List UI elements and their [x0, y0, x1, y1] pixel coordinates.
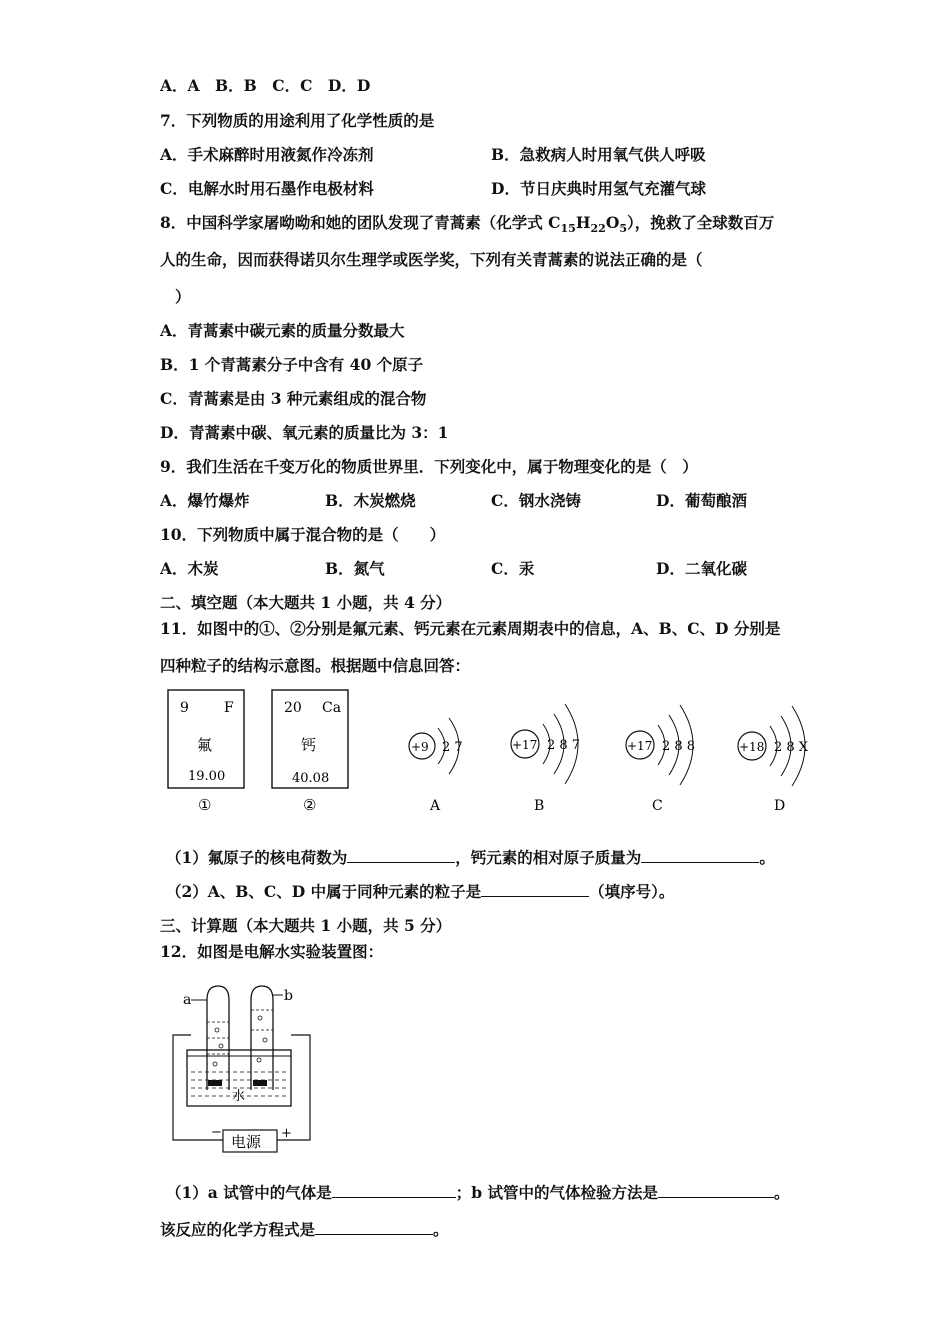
atom-diagram-a: [409, 718, 463, 814]
answer-blank-gas-b-test[interactable]: [658, 1183, 774, 1198]
card2-number: 20: [284, 700, 302, 716]
atom-c-nucleus: +17: [627, 739, 653, 753]
atom-b-label: B: [534, 798, 545, 814]
q11-stem-line2: 四种粒子的结构示意图。根据题中信息回答：: [160, 656, 471, 675]
q10-option-c: C．汞: [491, 559, 535, 578]
q8-option-a: A．青蒿素中碳元素的质量分数最大: [160, 321, 405, 340]
formula-sub-22: 22: [590, 222, 606, 236]
card2-name: 钙: [301, 736, 317, 754]
card1-label: ①: [198, 796, 212, 814]
q10-stem: 10．下列物质中属于混合物的是（ ）: [160, 525, 446, 544]
element-card-calcium: [272, 690, 348, 814]
section-3-heading: 三、计算题（本大题共 1 小题，共 5 分）: [160, 916, 452, 935]
q12-part2-text-b: 。: [433, 1220, 449, 1239]
answer-blank-same-element[interactable]: [481, 882, 589, 897]
q8-stem-part2: ），挽救了全球数百万: [626, 213, 775, 232]
formula-sub-5: 5: [619, 222, 627, 236]
q9-option-d: D．葡萄酿酒: [656, 491, 747, 510]
atom-c-electrons: 2 8 8: [662, 739, 696, 754]
q10-option-d: D．二氧化碳: [656, 559, 747, 578]
water-label: 水: [232, 1089, 246, 1104]
q8-option-d: D．青蒿素中碳、氧元素的质量比为 3：1: [160, 423, 449, 442]
q9-option-c: C．钢水浇铸: [491, 491, 581, 510]
formula-o: O: [605, 213, 620, 232]
answer-blank-fluorine-charge[interactable]: [347, 848, 455, 863]
atom-b-nucleus: +17: [512, 738, 538, 752]
card1-symbol: F: [224, 700, 234, 716]
formula-h: H: [575, 213, 591, 232]
q11-stem-line1: 11．如图中的①、②分别是氟元素、钙元素在元素周期表中的信息，A、B、C、D 分别是: [160, 619, 781, 638]
q8-stem: [160, 213, 774, 239]
q11-part1-text-b: ，钙元素的相对原子质量为: [455, 848, 642, 867]
tube-b-label: b: [284, 988, 293, 1004]
formula-sub-15: 15: [560, 222, 576, 236]
q8-stem-part1: 8．中国科学家屠呦呦和她的团队发现了青蒿素（化学式 C: [160, 213, 561, 232]
q11-part2-text-a: （2）A、B、C、D 中属于同种元素的粒子是: [166, 882, 482, 901]
atom-d-label: D: [774, 798, 786, 814]
tube-a-label: a: [183, 992, 192, 1008]
q12-part1-text-a: （1）a 试管中的气体是: [166, 1183, 332, 1202]
q9-stem: 9．我们生活在千变万化的物质世界里．下列变化中，属于物理变化的是（ ）: [160, 457, 698, 476]
q6-options: A．A B．B C．C D．D: [160, 76, 371, 95]
q8-option-b: B．1 个青蒿素分子中含有 40 个原子: [160, 355, 424, 374]
q7-option-a: A．手术麻醉时用液氮作冷冻剂: [160, 145, 374, 164]
element-card-fluorine: [168, 690, 244, 814]
q11-part1-text-c: 。: [759, 848, 775, 867]
q11-figure: [160, 684, 840, 816]
q11-part1: [166, 848, 775, 868]
electrolysis-apparatus: [165, 980, 325, 1156]
q11-part2-text-b: （填序号）。: [589, 882, 675, 901]
q11-part1-text-a: （1）氟原子的核电荷数为: [166, 848, 348, 867]
q12-part1-text-b: ；b 试管中的气体检验方法是: [455, 1183, 658, 1202]
q7-option-d: D．节日庆典时用氢气充灌气球: [491, 179, 706, 198]
atom-d-nucleus: +18: [739, 740, 765, 754]
atom-b-electrons: 2 8 7: [547, 738, 581, 753]
atom-c-label: C: [652, 798, 663, 814]
card1-mass: 19.00: [188, 769, 226, 784]
atom-a-nucleus: +9: [411, 740, 429, 754]
atom-diagram-c: [626, 705, 695, 814]
q12-part1-text-c: 。: [773, 1183, 790, 1202]
atom-diagram-b: [511, 704, 580, 814]
q8-option-c: C．青蒿素是由 3 种元素组成的混合物: [160, 389, 427, 408]
q9-option-a: A．爆竹爆炸: [160, 491, 250, 510]
card1-name: 氟: [197, 736, 213, 754]
q7-stem: 7．下列物质的用途利用了化学性质的是: [160, 111, 435, 130]
card2-symbol: Ca: [322, 700, 342, 716]
negative-terminal: −: [211, 1125, 222, 1140]
answer-blank-gas-a[interactable]: [332, 1183, 456, 1198]
atom-a-label: A: [430, 798, 441, 814]
atom-a-electrons: 2 7: [442, 740, 463, 755]
q7-option-c: C．电解水时用石墨作电极材料: [160, 179, 374, 198]
q8-stem-line2: 人的生命，因而获得诺贝尔生理学或医学奖，下列有关青蒿素的说法正确的是（: [160, 250, 703, 269]
q12-part2-text-a: 该反应的化学方程式是: [160, 1220, 316, 1239]
q10-option-a: A．木炭: [160, 559, 219, 578]
q11-part2: [166, 882, 674, 902]
positive-terminal: +: [281, 1126, 292, 1141]
card2-mass: 40.08: [292, 771, 330, 786]
atom-d-electrons: 2 8 X: [774, 740, 809, 755]
card2-label: ②: [303, 796, 317, 814]
q12-stem: 12．如图是电解水实验装置图：: [160, 942, 384, 961]
answer-blank-calcium-mass[interactable]: [641, 848, 759, 863]
card1-number: 9: [180, 700, 189, 716]
section-2-heading: 二、填空题（本大题共 1 小题，共 4 分）: [160, 593, 452, 612]
power-source-label: 电源: [231, 1133, 262, 1151]
q12-part2: [160, 1220, 449, 1240]
q12-part1: [166, 1183, 790, 1203]
q10-option-b: B．氮气: [325, 559, 385, 578]
answer-blank-equation[interactable]: [315, 1220, 433, 1235]
q8-stem-line3: ）: [175, 287, 191, 306]
q9-option-b: B．木炭燃烧: [325, 491, 416, 510]
q7-option-b: B．急救病人时用氧气供人呼吸: [491, 145, 706, 164]
atom-diagram-d: [738, 706, 809, 814]
